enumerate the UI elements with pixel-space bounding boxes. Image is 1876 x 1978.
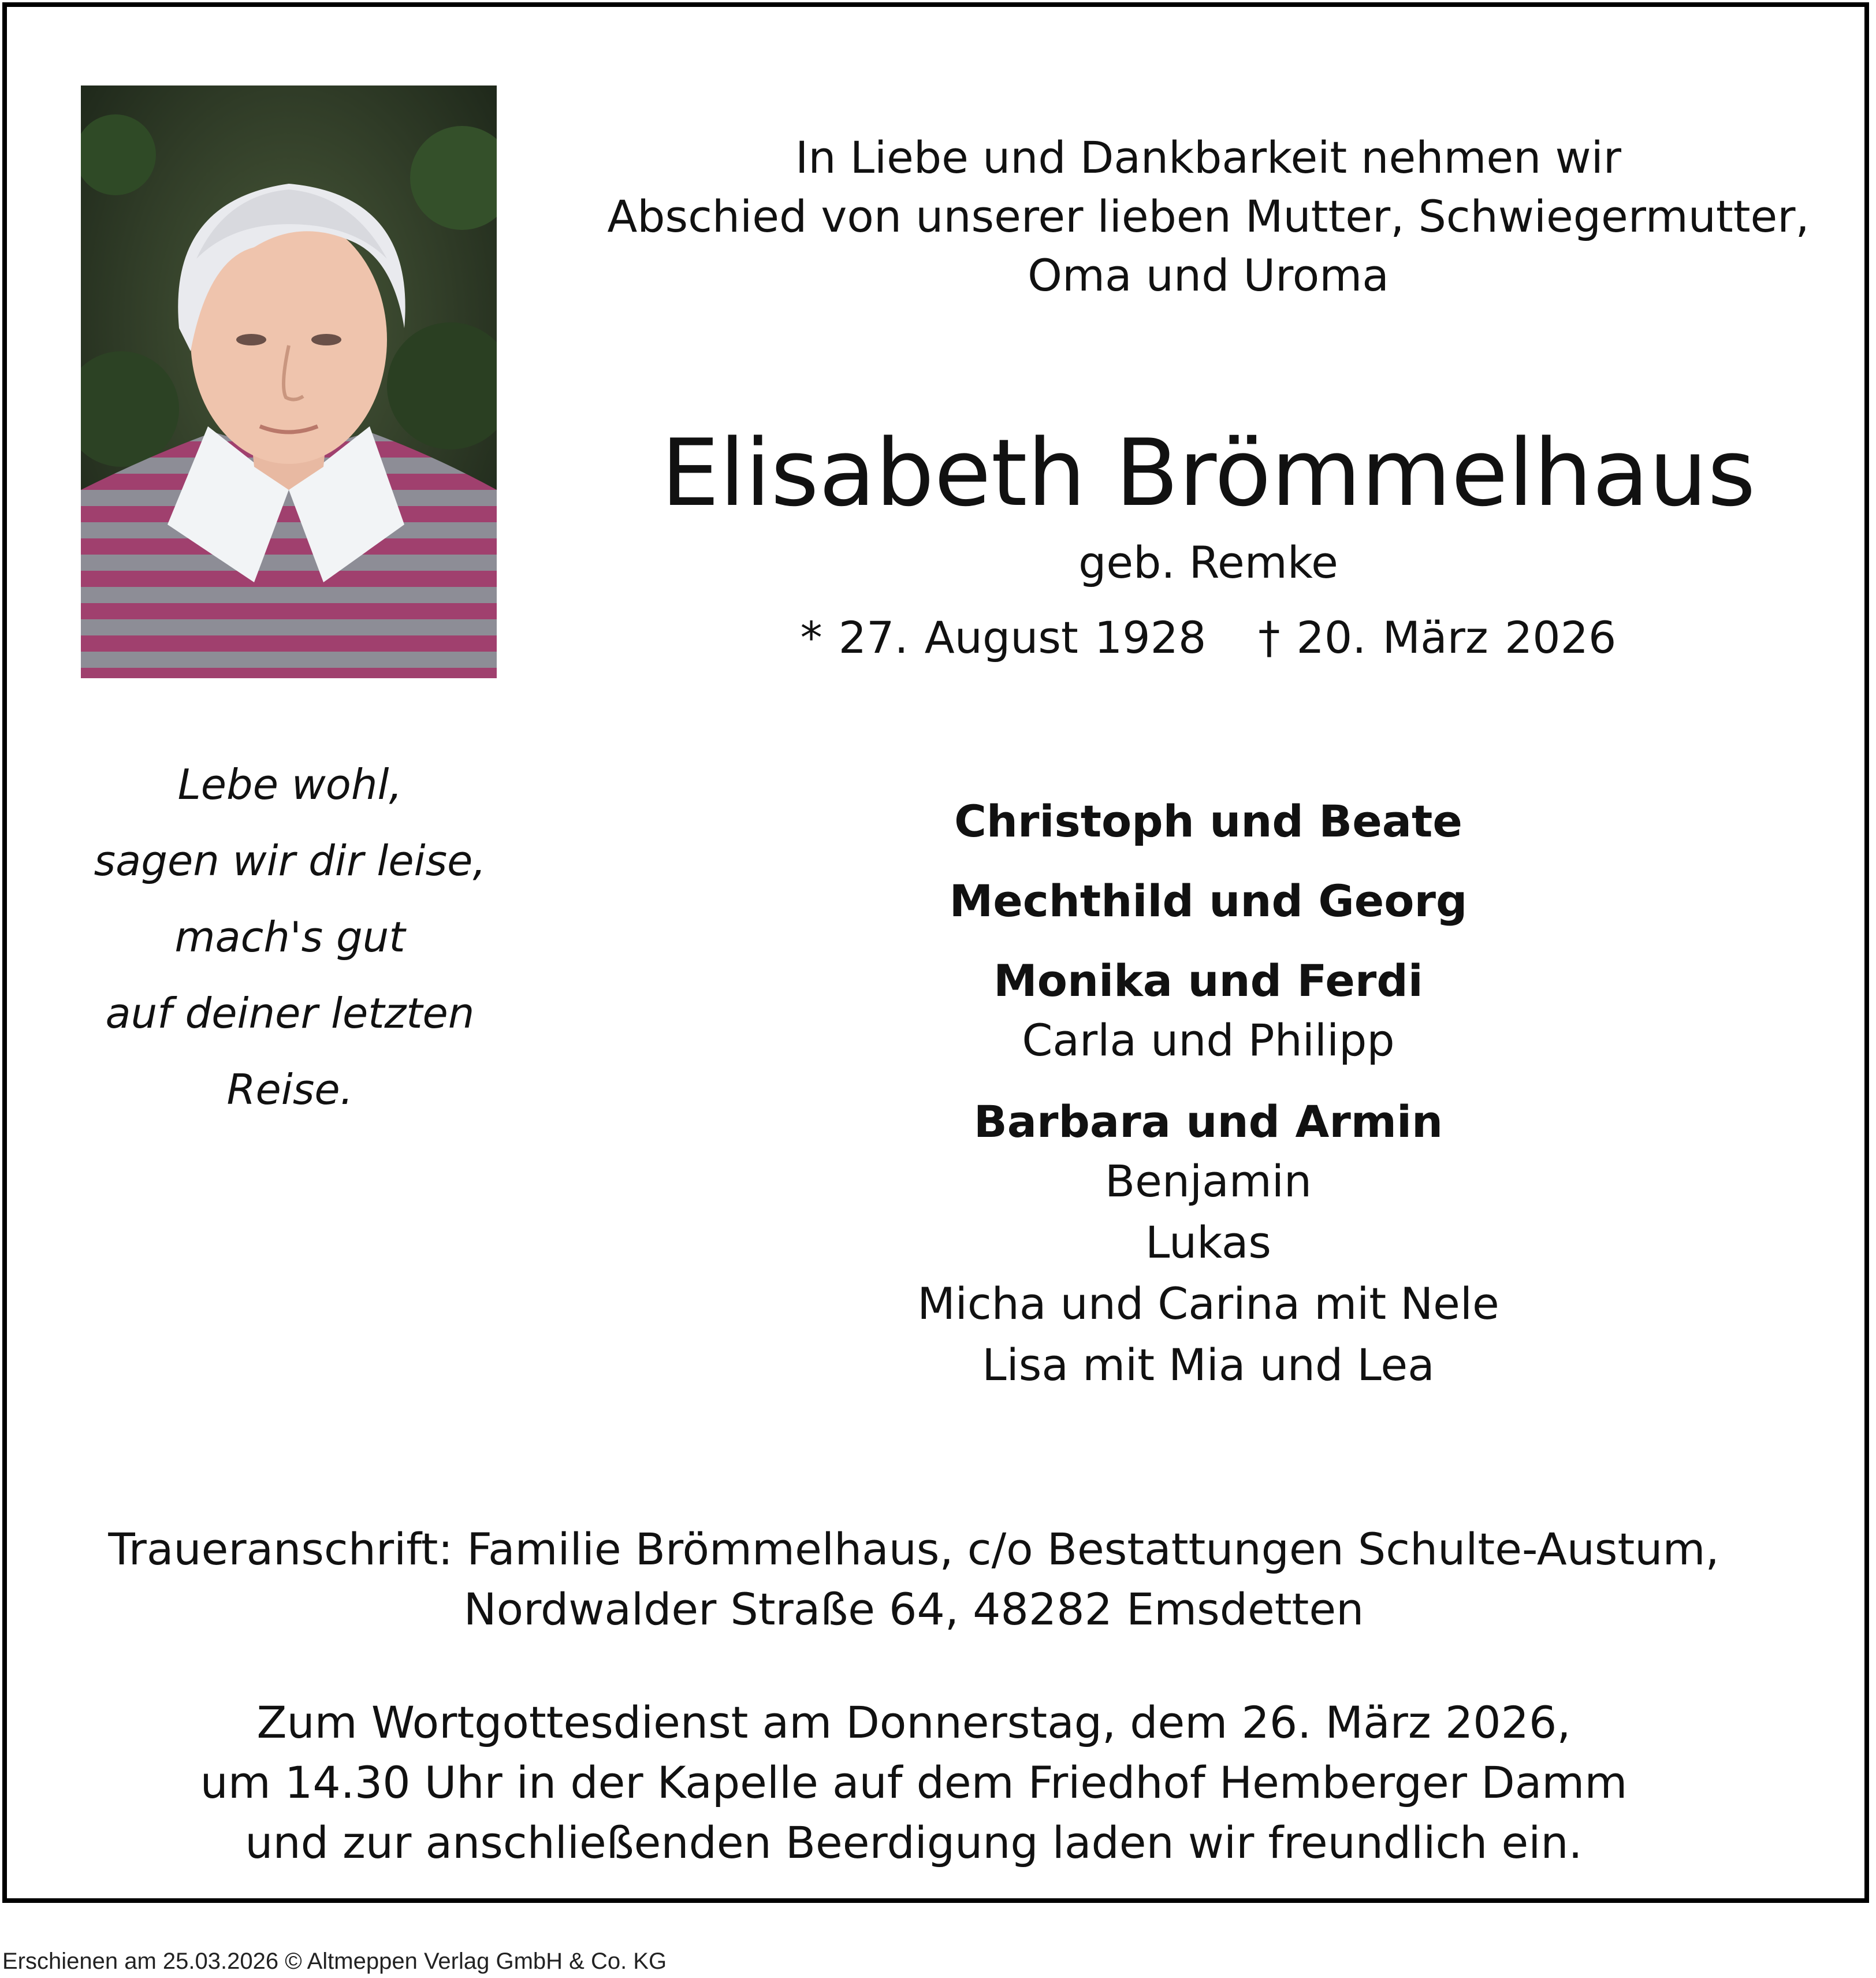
intro-line: Abschied von unserer lieben Mutter, Schwiegermutter, [607, 191, 1810, 242]
intro-text [585, 128, 1832, 305]
family-member: Benjamin [1104, 1155, 1312, 1207]
address-line: Traueranschrift: Familie Brömmelhaus, c/o Bestattungen Schulte-Austum, [108, 1523, 1719, 1575]
family-member: Carla und Philipp [1022, 1014, 1395, 1066]
service-line: und zur anschließenden Beerdigung laden wir freundlich ein. [245, 1817, 1583, 1868]
poem-line: Reise. [226, 1065, 353, 1114]
family-lead: Mechthild und Georg [949, 875, 1468, 927]
family-list [585, 793, 1832, 1396]
deceased-name: Elisabeth Brömmelhaus [661, 419, 1756, 527]
obituary-frame [2, 2, 1869, 1903]
family-member: Micha und Carina mit Nele [917, 1278, 1499, 1329]
address-line: Nordwalder Straße 64, 48282 Emsdetten [463, 1583, 1364, 1635]
family-lead: Christoph und Beate [954, 795, 1462, 847]
poem-line: Lebe wohl, [177, 760, 403, 809]
intro-line: In Liebe und Dankbarkeit nehmen wir [795, 132, 1622, 183]
family-member: Lukas [1145, 1217, 1272, 1268]
service-line: Zum Wortgottesdienst am Donnerstag, dem 26. März 2026, [256, 1697, 1571, 1748]
service-line: um 14.30 Uhr in der Kapelle auf dem Friedhof Hemberger Damm [200, 1757, 1628, 1808]
family-lead: Monika und Ferdi [993, 955, 1423, 1006]
maiden-name: geb. Remke [1078, 537, 1338, 588]
life-dates [585, 609, 1832, 667]
birth-date: * 27. August 1928 [800, 612, 1207, 663]
mourning-address [70, 1519, 1757, 1639]
poem-line: auf deiner letzten [105, 989, 475, 1038]
publication-footer: Erschienen am 25.03.2026 © Altmeppen Verlag GmbH & Co. KG [2, 1949, 667, 1974]
family-member: Lisa mit Mia und Lea [982, 1339, 1435, 1390]
poem-line: mach's gut [174, 913, 405, 961]
farewell-poem [70, 746, 509, 1128]
family-lead: Barbara und Armin [973, 1096, 1443, 1147]
poem-line: sagen wir dir leise, [94, 836, 486, 885]
service-info [70, 1693, 1757, 1873]
death-date: † 20. März 2026 [1258, 612, 1617, 663]
portrait-photo [81, 85, 497, 678]
intro-line: Oma und Uroma [1028, 250, 1389, 301]
portrait-illustration [81, 85, 497, 678]
